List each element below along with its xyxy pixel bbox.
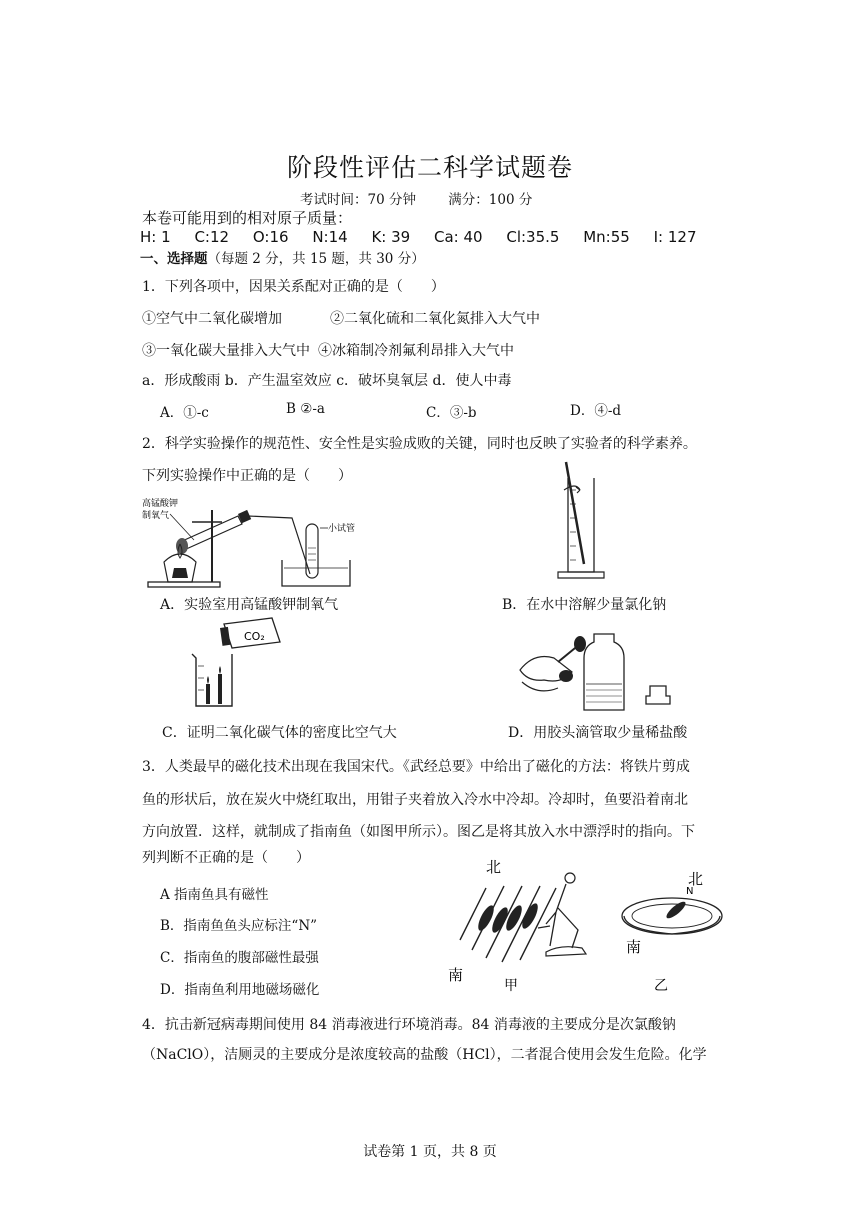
label-south-yi: 南 [626,938,642,956]
label-co2: CO₂ [244,630,265,643]
q2-figure-a-oxygen-apparatus [142,488,356,596]
label-o2: 制氧气 [142,511,170,521]
q1-item-4: ④冰箱制冷剂氟利昂排入大气中 [318,343,514,359]
label-north-jia: 北 [486,858,502,876]
label-yi: 乙 [654,978,668,994]
exam-title: 阶段性评估二科学试题卷 [286,153,573,182]
q1-item-1: ①空气中二氧化碳增加 [142,311,282,327]
exam-meta [300,188,560,208]
mass-n: N:14 [312,228,348,246]
q2-caption-a: A．实验室用高锰酸钾制氧气 [160,597,339,613]
label-north-yi: 北 [688,870,704,888]
q2-figure-c-co2-beaker [184,614,288,714]
q1-option-a: A．①-c [160,405,209,421]
q3-option-b: B．指南鱼鱼头应标注“N” [160,918,318,934]
q2-caption-d: D．用胶头滴管取少量稀盐酸 [508,725,688,741]
label-jia: 甲 [504,978,518,994]
q3-stem-line2: 鱼的形状后，放在炭火中烧红取出，用钳子夹着放入冷水中冷却。冷却时，鱼要沿着南北 [142,792,688,808]
q2-figure-b-cylinder [546,460,616,582]
mass-k: K: 39 [371,228,411,246]
section-note: （每题 2 分，共 15 题，共 30 分） [207,251,425,267]
page-footer: 试卷第 1 页，共 8 页 [363,1144,497,1160]
section-heading [140,247,425,267]
q3-figure-yi [618,860,742,996]
q3-stem-line3: 方向放置．这样，就制成了指南鱼（如图甲所示）。图乙是将其放入水中漂浮时的指向。下 [142,824,695,840]
label-south-jia: 南 [448,966,464,984]
mass-h: H: 1 [140,228,171,246]
label-kmno4: 高锰酸钾 [142,499,179,509]
section-title: 一、选择题 [140,251,208,267]
q1-option-c: C．③-b [426,405,477,421]
mass-c: C:12 [194,228,230,246]
q1-effects: a．形成酸雨 b．产生温室效应 c．破坏臭氧层 d．使人中毒 [142,373,512,389]
q3-option-d: D．指南鱼利用地磁场磁化 [160,982,320,998]
label-small-tube: 小试管 [328,524,356,534]
label-n-mark: N [686,886,694,897]
q2-figure-d-dropper [514,622,676,718]
q2-stem-line1: 2．科学实验操作的规范性、安全性是实验成败的关键，同时也反映了实验者的科学素养。 [142,436,697,452]
q2-stem-line2: 下列实验操作中正确的是（ ） [142,468,352,484]
q1-stem: 1．下列各项中，因果关系配对正确的是（ ） [142,279,445,295]
q2-caption-c: C．证明二氧化碳气体的密度比空气大 [162,725,397,741]
exam-time: 考试时间：70 分钟 [300,192,416,208]
mass-o: O:16 [252,228,289,246]
q1-option-b: B ②-a [286,401,325,417]
mass-ca: Ca: 40 [434,228,483,246]
atomic-mass-list [140,228,716,246]
q1-option-d: D．④-d [570,403,622,419]
atomic-mass-intro: 本卷可能用到的相对原子质量： [142,209,353,227]
mass-mn: Mn:55 [583,228,630,246]
q1-item-2: ②二氧化硫和二氧化氮排入大气中 [330,311,540,327]
q3-figure-jia [446,856,606,992]
exam-score: 满分：100 分 [448,192,533,208]
q3-stem-line1: 3．人类最早的磁化技术出现在我国宋代。《武经总要》中给出了磁化的方法：将铁片剪成 [142,759,690,775]
q2-caption-b: B．在水中溶解少量氯化钠 [502,597,667,613]
q3-option-a: A 指南鱼具有磁性 [160,887,269,903]
q3-stem-line4: 列判断不正确的是（ ） [142,850,310,866]
q4-stem-line2: （NaClO），洁厕灵的主要成分是浓度较高的盐酸（HCl），二者混合使用会发生危险。化学 [142,1047,707,1063]
q4-stem-line1: 4．抗击新冠病毒期间使用 84 消毒液进行环境消毒。84 消毒液的主要成分是次氯酸钠 [142,1017,676,1033]
mass-i: I: 127 [653,228,697,246]
q1-item-3: ③一氧化碳大量排入大气中 [142,343,310,359]
mass-cl: Cl:35.5 [506,228,560,246]
q3-option-c: C．指南鱼的腹部磁性最强 [160,950,319,966]
